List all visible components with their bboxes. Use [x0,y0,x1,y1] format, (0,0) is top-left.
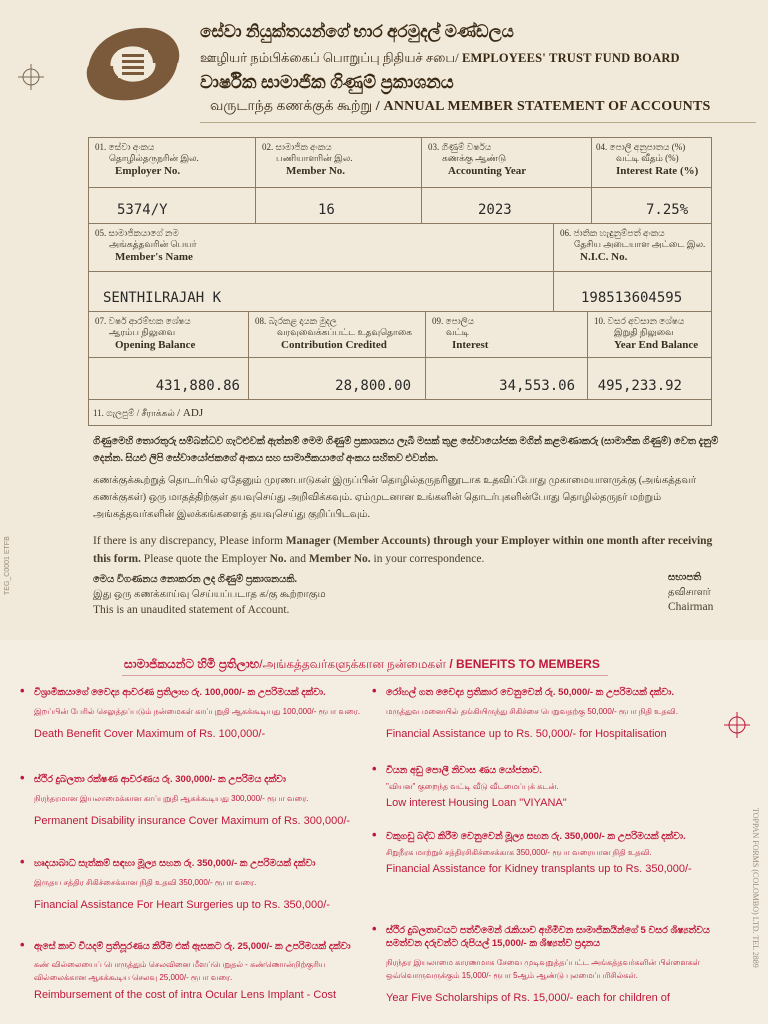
printer-credit: TOPPAN FORMS (COLOMBO) LTD. TEL 2889 [751,808,760,968]
header-divider [200,122,756,123]
member-no-value: 16 [318,202,335,218]
member-name-cell [89,272,554,312]
member-name-label-cell: 05. සාමාජිකයාගේ නම அங்கத்தவரின் பெயர் Member's Name [89,224,554,272]
opening-balance-value: 431,880.86 [155,378,240,394]
employer-no-label-cell: 01. සේවා අංකය தொழில்தருநரின் இல. Employer No. [89,138,256,188]
board-name-english: EMPLOYEES' TRUST FUND BOARD [461,51,680,65]
accounting-year-value: 2023 [478,202,512,218]
accounting-year-label-cell: 03. ගිණුම් වර්ෂය கணக்கு ஆண்டு Accounting Year [422,138,592,188]
member-no-label-cell: 02. සාමාජික අංකය பணியாளரின் இல. Member No. [256,138,422,188]
adjustment-cell [89,400,712,426]
nic-cell [554,272,712,312]
note-tamil: கணக்குக்கூற்றுத் தொடர்பில் ஏதேனும் முரணபாடுகள் இருப்பின் தொழில்தருநரினூடாக உதவிப்போது முகாமையாளருக்கு (அங்கத்தவர் கணக்குகள்) ஒரு மாதத்திற்குள் தயவுசெய்து அறிவிக்கவும். ஏம்முடனான உங்களின் தொடர்புகளின்போது தொழில்தருநர் மற்றும் அங்கத்தவர்களின் இலக்கங்களைத் தயவுசெய்து குறிப்பிடவும். [93,475,697,520]
statement-title-sinhala: වාර්ෂික සාමාජික ගිණුම් ප්‍රකාශනය [200,72,454,92]
contribution-label-cell: 08. බැරකළ දායක මුදල வரவுவைக்கப்பட்ட உதவுதொகை Contribution Credited [249,312,426,358]
benefit-item: • වකුගඩු බද්ධ කිරීම වෙනුවෙන් මූල්‍ය සහන රු. 350,000/- ක උපරිමයක් දක්වා. சிறுநீரக மாற்றுச் சத்திரசிகிச்சைக்காக 350,000/- ரூபா வரையான நிதி உதவி. Financial Assistance for Kidney transplants up to Rs. 350,000/- [372,830,712,876]
nic-label-cell: 06. ජාතික හැඳුනුම්පත් අංකය தேசிய அடையாள அட்டை இல. N.I.C. No. [554,224,712,272]
registration-mark-icon [724,712,750,738]
benefit-item: • ස්ථිර දුබලතාවයට පත්වීමෙන් රැකියාව අහිමිවන සාමාජිකයින්ගේ 5 වසර ශිෂ්‍යත්වය සමත්වන දරුවන්ට රුපියල් 15,000/- ක ශිෂ්‍යත්ව ප්‍රදානය நிரந்தர இயலாமை காரணமாக சேவை முடிவுறுத்தப்பட்ட அங்கத்தவர்களின் பிள்ளைகள் ஒவ்வொருவருக்கும் 15,000/- ரூபா 5ஆம் ஆண்டு புலமைப்பரிசில்கள். Year Five Scholarships of Rs. 15,000/- each for children of [372,924,712,1005]
opening-balance-label-cell: 07. වර්ෂ ආරම්භක ශේෂය ஆரம்ப நிலுவை Opening Balance [89,312,249,358]
year-end-balance-label-cell: 10. වසර අවසාන ශේෂය இறுதி நிலுவை Year End Balance [588,312,712,358]
registration-mark-icon [18,64,44,90]
benefit-item: • ස්ථිර දුබලතා රක්ෂණ ආවරණය රු. 300,000/- ක උපරිමය දක්වා நிரந்தரமான இயலாமைக்கான காப்புறுதி ஆகக்கூடியது 300,000/- ரூபா வரை. Permanent Disability insurance Cover Maximum of Rs. 300,000/- [20,773,370,828]
statement-title-english: / ANNUAL MEMBER STATEMENT OF ACCOUNTS [375,99,711,114]
unaudited-tamil: இது ஒரு கணக்காய்வு செய்யப்படாத க/கு கூற்றாகும [93,589,326,600]
employer-no-value: 5374/Y [117,202,168,218]
adjustment-label: 11. ගැලපුම් / சீராக்கல் [93,408,175,418]
adjustment-label-english: / ADJ [177,407,204,419]
chairman-sinhala: සභාපති [668,572,702,583]
board-name-tamil: ஊழியர் நம்பிக்கைப் பொறுப்பு நிதியச் சபை/ [200,50,459,65]
year-end-balance-cell [588,358,712,400]
etf-board-logo [78,18,188,108]
benefit-item: • ඇසේ කාච වියදම් ප්‍රතිපූරණය කිරීම එක් ඇසකට රු. 25,000/- ක උපරිමයක් දක්වා கண் வில்லையைப் பொருத்தும் செலவினை மீளப்பெறுதல் - கண்ணொன்றிற்குரிய வில்லைக்கான ஆகக்கூடிய செலவு 25,000/- ரூபா வரை. Reimbursement of the cost of intra Ocular Lens Implant - Cost [20,940,370,1002]
employer-no-cell [89,188,256,224]
benefit-item: • රෝහල් ගත වෛද්‍ය ප්‍රතිකාර වෙනුවෙන් රු. 50,000/- ක උපරිමයක් දක්වා. மருத்துவ மனையில் தங்கியிருந்து சிகிச்சை பெறுவதற்கு 50,000/- ரூபா நிதி உதவி. Financial Assistance up to Rs. 50,000/- for Hospitalisation [372,686,712,741]
note-english: If there is any discrepancy, Please inform Manager (Member Accounts) through your Employer within one month after receiving this form. Please quote the Employer No. and Member No. in your correspondence. [93,535,713,565]
statement-title [210,99,711,116]
interest-cell [426,358,588,400]
interest-rate-value: 7.25% [646,202,689,218]
board-name-tamil-english [200,50,680,67]
chairman-tamil: தவிசாளர் [668,587,711,598]
nic-value: 198513604595 [581,290,683,306]
contribution-value: 28,800.00 [335,378,411,394]
benefit-item: • හෘදයාබාධ සැත්කම් සඳහා මූල්‍ය සහන රු. 350,000/- ක උපරිමයක් දක්වා இருதய சத்திர சிகிச்சைக்கான நிதி உதவி 350,000/- ரூபா வரை. Financial Assistance For Heart Surgeries up to Rs. 350,000/- [20,857,370,912]
unaudited-sinhala: මෙය විගණනය නොකරන ලද ගිණුම් ප්‍රකාශනයකි. [93,574,297,585]
interest-rate-label-cell: 04. පොලී අනුපාතය (%) வட்டி வீதம் (%) Interest Rate (%) [592,138,712,188]
interest-value: 34,553.06 [499,378,575,394]
account-table [88,137,712,426]
unaudited-english: This is an unaudited statement of Account. [93,604,290,616]
benefit-item: • විශ්‍රාමිකයාගේ වෛද්‍ය ආවරණ ප්‍රතිලාභ රු. 100,000/- ක උපරිමයක් දක්වා. இறப்பின் பேரில் செலுத்தப்படும் நன்மைகள் காப்புறுதி ஆகக்கூடியது 100,000/- ரூபா வரை. Death Benefit Cover Maximum of Rs. 100,000/- [20,686,370,741]
opening-balance-cell [89,358,249,400]
year-end-balance-value: 495,233.92 [597,378,682,394]
contribution-cell [249,358,426,400]
form-code: TEG_C0001 ETFB [4,536,11,595]
member-name-value: SENTHILRAJAH K [103,290,222,306]
chairman-english: Chairman [668,601,714,613]
member-no-cell [256,188,422,224]
board-name-sinhala: සේවා නියුක්තයන්ගේ භාර අරමුදල් මණ්ඩලය [200,22,514,41]
benefits-divider [122,675,608,676]
note-sinhala: ගිණුමෙහි තොරතුරු සම්බන්ධව ගැටළුවක් ඇත්නම් මෙම ගිණුම් ප්‍රකාශනය ලැබී මසක් තුළ සේවායෝජක මගින් කළමණාකරු (සාමාජික ගිණුම්) වෙත දැනුම් දෙන්න. සියළු ලිපි සේවායෝජකගේ අංකය සහ සාමාජිකයාගේ අංකය සහිතව එවන්න. [93,436,719,464]
accounting-year-cell [422,188,592,224]
benefits-heading: සාමාජිකයන්ට හිමි ප්‍රතිලාභ/அங்கத்தவர்களுக்கான நன்மைகள் / BENEFITS TO MEMBERS [124,657,600,671]
benefit-item: • වියන අඩු පොලී නිවාස ණය යෝජනාව. "வியன" குறைந்த வட்டி வீடு வீடமைப்புக் கடன். Low interest Housing Loan "VIYANA" [372,764,712,810]
statement-title-tamil: வருடாந்த கணக்குக் கூற்று [210,99,373,114]
interest-rate-cell [592,188,712,224]
interest-label-cell: 09. පොලිය வட்டி Interest [426,312,588,358]
